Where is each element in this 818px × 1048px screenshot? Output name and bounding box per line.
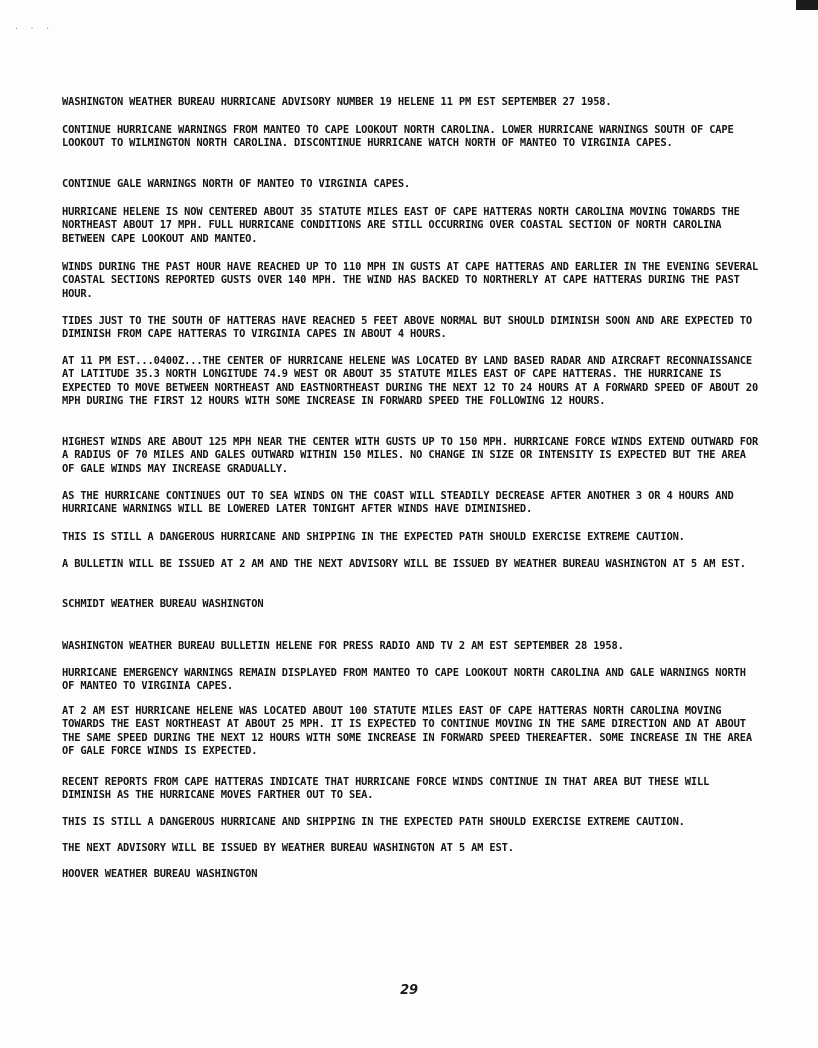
bulletin-signature: HOOVER WEATHER BUREAU WASHINGTON — [62, 868, 258, 880]
bulletin-paragraph-next-advisory: THE NEXT ADVISORY WILL BE ISSUED BY WEATHER BUREAU WASHINGTON AT 5 AM EST. — [62, 842, 514, 854]
advisory-signature: SCHMIDT WEATHER BUREAU WASHINGTON — [62, 598, 264, 610]
page-number: 29 — [400, 983, 418, 998]
advisory-paragraph-location: AT 11 PM EST...0400Z...THE CENTER OF HURRICANE HELENE WAS LOCATED BY LAND BASED RADAR AND AIRCRAFT RECONNAISSANCE AT LATITUDE 35.3 NORTH LONGITUDE 74.9 WEST OR ABOUT 35 STATUTE MILES EAST OF CAPE HATTERAS. THE HURRICANE IS EXPECTED TO MOVE BETWEEN NORTHEAST AND EASTNORTHEAST DURING THE NEXT 12 TO 24 HOURS AT A FORWARD SPEED OF ABOUT 20 MPH DURING THE FIRST 12 HOURS WITH SOME INCREASE IN FORWARD SPEED THE FOLLOWING 12 HOURS. — [62, 355, 759, 408]
advisory-paragraph-warnings: CONTINUE HURRICANE WARNINGS FROM MANTEO TO CAPE LOOKOUT NORTH CAROLINA. LOWER HURRICANE WARNINGS SOUTH OF CAPE LOOKOUT TO WILMINGTON NORTH CAROLINA. DISCONTINUE HURRICANE WATCH NORTH OF MANTEO TO VIRGINIA CAPES. — [62, 124, 734, 150]
advisory-paragraph-center: HURRICANE HELENE IS NOW CENTERED ABOUT 35 STATUTE MILES EAST OF CAPE HATTERAS NORTH CAROLINA MOVING TOWARDS THE NORTHEAST ABOUT 17 MPH. FULL HURRICANE CONDITIONS ARE STILL OCCURRING OVER COASTAL SECTION OF NORTH CAROLINA BETWEEN CAPE LOOKOUT AND MANTEO. — [62, 206, 740, 245]
bulletin-paragraph-warnings: HURRICANE EMERGENCY WARNINGS REMAIN DISPLAYED FROM MANTEO TO CAPE LOOKOUT NORTH CAROLINA AND GALE WARNINGS NORTH OF MANTEO TO VIRGINIA CAPES. — [62, 667, 746, 693]
advisory-paragraph-winds: WINDS DURING THE PAST HOUR HAVE REACHED UP TO 110 MPH IN GUSTS AT CAPE HATTERAS AND EARLIER IN THE EVENING SEVERAL COASTAL SECTIONS REPORTED GUSTS OVER 140 MPH. THE WIND HAS BACKED TO NORTHERLY AT CAPE HATTERAS DURING THE PAST HOUR. — [62, 261, 759, 300]
bulletin-paragraph-location: AT 2 AM EST HURRICANE HELENE WAS LOCATED ABOUT 100 STATUTE MILES EAST OF CAPE HATTERAS NORTH CAROLINA MOVING TOWARDS THE EAST NORTHEAST AT ABOUT 25 MPH. IT IS EXPECTED TO CONTINUE MOVING IN THE SAME DIRECTION AND AT ABOUT THE SAME SPEED DURING THE NEXT 12 HOURS WITH SOME INCREASE IN FORWARD SPEED THEREAFTER. SOME INCREASE IN THE AREA OF GALE FORCE WINDS IS EXPECTED. — [62, 705, 752, 758]
advisory-paragraph-highest-winds: HIGHEST WINDS ARE ABOUT 125 MPH NEAR THE CENTER WITH GUSTS UP TO 150 MPH. HURRICANE FORCE WINDS EXTEND OUTWARD FOR A RADIUS OF 70 MILES AND GALES OUTWARD WITHIN 150 MILES. NO CHANGE IN SIZE OR INTENSITY IS EXPECTED BUT THE AREA OF GALE WINDS MAY INCREASE GRADUALLY. — [62, 436, 759, 475]
scan-specks: · · · — [14, 24, 54, 33]
bulletin-header: WASHINGTON WEATHER BUREAU BULLETIN HELENE FOR PRESS RADIO AND TV 2 AM EST SEPTEMBER 28 1958. — [62, 640, 624, 652]
bulletin-paragraph-caution: THIS IS STILL A DANGEROUS HURRICANE AND SHIPPING IN THE EXPECTED PATH SHOULD EXERCISE EXTREME CAUTION. — [62, 816, 685, 828]
advisory-paragraph-caution: THIS IS STILL A DANGEROUS HURRICANE AND SHIPPING IN THE EXPECTED PATH SHOULD EXERCISE EXTREME CAUTION. — [62, 531, 685, 543]
advisory-header: WASHINGTON WEATHER BUREAU HURRICANE ADVISORY NUMBER 19 HELENE 11 PM EST SEPTEMBER 27 1958. — [62, 96, 612, 108]
advisory-paragraph-out-to-sea: AS THE HURRICANE CONTINUES OUT TO SEA WINDS ON THE COAST WILL STEADILY DECREASE AFTER ANOTHER 3 OR 4 HOURS AND HURRICANE WARNINGS WILL BE LOWERED LATER TONIGHT AFTER WINDS HAVE DIMINISHED. — [62, 490, 734, 516]
advisory-paragraph-gale: CONTINUE GALE WARNINGS NORTH OF MANTEO TO VIRGINIA CAPES. — [62, 178, 411, 190]
scan-edge-mark — [796, 0, 818, 10]
bulletin-paragraph-reports: RECENT REPORTS FROM CAPE HATTERAS INDICATE THAT HURRICANE FORCE WINDS CONTINUE IN THAT AREA BUT THESE WILL DIMINISH AS THE HURRICANE MOVES FARTHER OUT TO SEA. — [62, 776, 710, 802]
advisory-paragraph-bulletin-notice: A BULLETIN WILL BE ISSUED AT 2 AM AND THE NEXT ADVISORY WILL BE ISSUED BY WEATHER BUREAU WASHINGTON AT 5 AM EST. — [62, 558, 746, 570]
advisory-paragraph-tides: TIDES JUST TO THE SOUTH OF HATTERAS HAVE REACHED 5 FEET ABOVE NORMAL BUT SHOULD DIMINISH SOON AND ARE EXPECTED TO DIMINISH FROM CAPE HATTERAS TO VIRGINIA CAPES IN ABOUT 4 HOURS. — [62, 315, 752, 341]
